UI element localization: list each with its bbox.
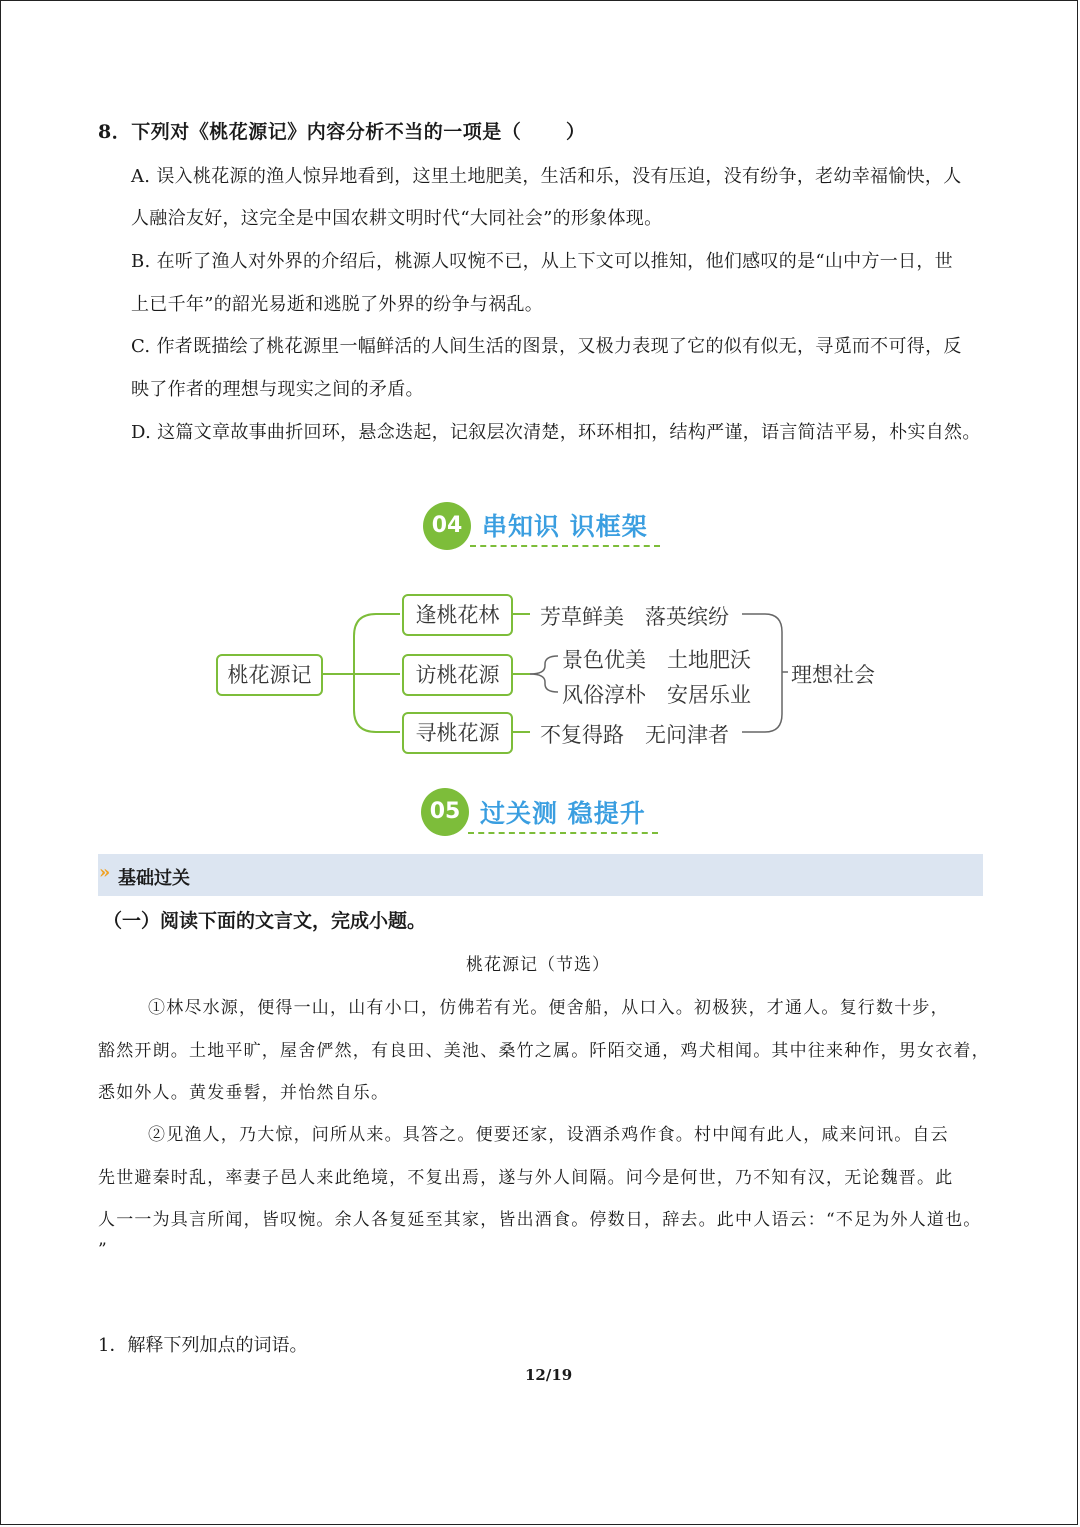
mindmap-conclusion: 理想社会 — [791, 663, 875, 687]
option-c-line1: C. 作者既描绘了桃花源里一幅鲜活的人间生活的图景，又极力表现了它的似有似无，寻觅而不可得，反 — [131, 336, 962, 357]
para2-line1: ②见渔人，乃大惊，问所从来。具答之。便要还家，设酒杀鸡作食。村中闻有此人，咸来问讯。自云 — [148, 1125, 949, 1145]
option-a-line2: 人融洽友好，这完全是中国农耕文明时代“大同社会”的形象体现。 — [131, 208, 663, 229]
para2-line3: 人一一为具言所闻，皆叹惋。余人各复延至其家，皆出酒食。停数日，辞去。此中人语云：“不足为外人道也。 — [98, 1210, 982, 1230]
double-chevron-icon: » — [99, 862, 111, 883]
basic-band-label: 基础过关 — [118, 868, 190, 889]
section-04-title: 串知识 识框架 — [482, 512, 648, 541]
mindmap-branch-1: 逢桃花林 — [402, 594, 513, 636]
para2-line4: ” — [98, 1240, 108, 1260]
mindmap-root: 桃花源记 — [216, 654, 323, 696]
option-b-line2: 上已千年”的韶光易逝和逃脱了外界的纷争与祸乱。 — [131, 294, 544, 315]
section-05-title: 过关测 稳提升 — [480, 799, 646, 828]
question-1: 1．解释下列加点的词语。 — [98, 1335, 308, 1356]
section-05-underline — [468, 832, 658, 834]
page-number: 12/19 — [525, 1366, 573, 1384]
passage-title: 桃花源记（节选） — [466, 955, 610, 975]
question-8-answer-paren: ） — [566, 121, 586, 143]
section-04-underline — [470, 545, 660, 547]
mindmap-detail-2b: 风俗淳朴 安居乐业 — [562, 683, 751, 707]
reading-heading: （一）阅读下面的文言文，完成小题。 — [103, 910, 427, 932]
option-b-line1: B. 在听了渔人对外界的介绍后，桃源人叹惋不已，从上下文可以推知，他们感叹的是“山中方一日，世 — [131, 251, 953, 272]
question-8-title: 8．下列对《桃花源记》内容分析不当的一项是（ — [98, 121, 522, 143]
option-d-line1: D. 这篇文章故事曲折回环，悬念迭起，记叙层次清楚，环环相扣，结构严谨，语言简洁平易，朴实自然。 — [131, 422, 981, 443]
basic-band — [98, 854, 983, 896]
mindmap-detail-3: 不复得路 无问津者 — [540, 723, 729, 747]
section-05-badge: 05 — [421, 788, 469, 836]
mindmap-branch-3: 寻桃花源 — [402, 712, 513, 754]
option-c-line2: 映了作者的理想与现实之间的矛盾。 — [131, 379, 424, 400]
section-04-badge: 04 — [423, 502, 471, 550]
option-a-line1: A. 误入桃花源的渔人惊异地看到，这里土地肥美，生活和乐，没有压迫，没有纷争，老幼幸福愉快，人 — [131, 166, 962, 187]
mindmap-detail-2a: 景色优美 土地肥沃 — [562, 648, 751, 672]
para1-line3: 悉如外人。黄发垂髫，并怡然自乐。 — [98, 1083, 390, 1103]
mindmap-detail-1: 芳草鲜美 落英缤纷 — [540, 605, 729, 629]
mindmap-branch-2: 访桃花源 — [402, 654, 513, 696]
para1-line1: ①林尽水源，便得一山，山有小口，仿佛若有光。便舍船，从口入。初极狭，才通人。复行数十步， — [148, 998, 949, 1018]
para2-line2: 先世避秦时乱，率妻子邑人来此绝境，不复出焉，遂与外人间隔。问今是何世，乃不知有汉，无论魏晋。此 — [98, 1168, 954, 1188]
para1-line2: 豁然开朗。土地平旷，屋舍俨然，有良田、美池、桑竹之属。阡陌交通，鸡犬相闻。其中往来种作，男女衣着， — [98, 1041, 990, 1061]
